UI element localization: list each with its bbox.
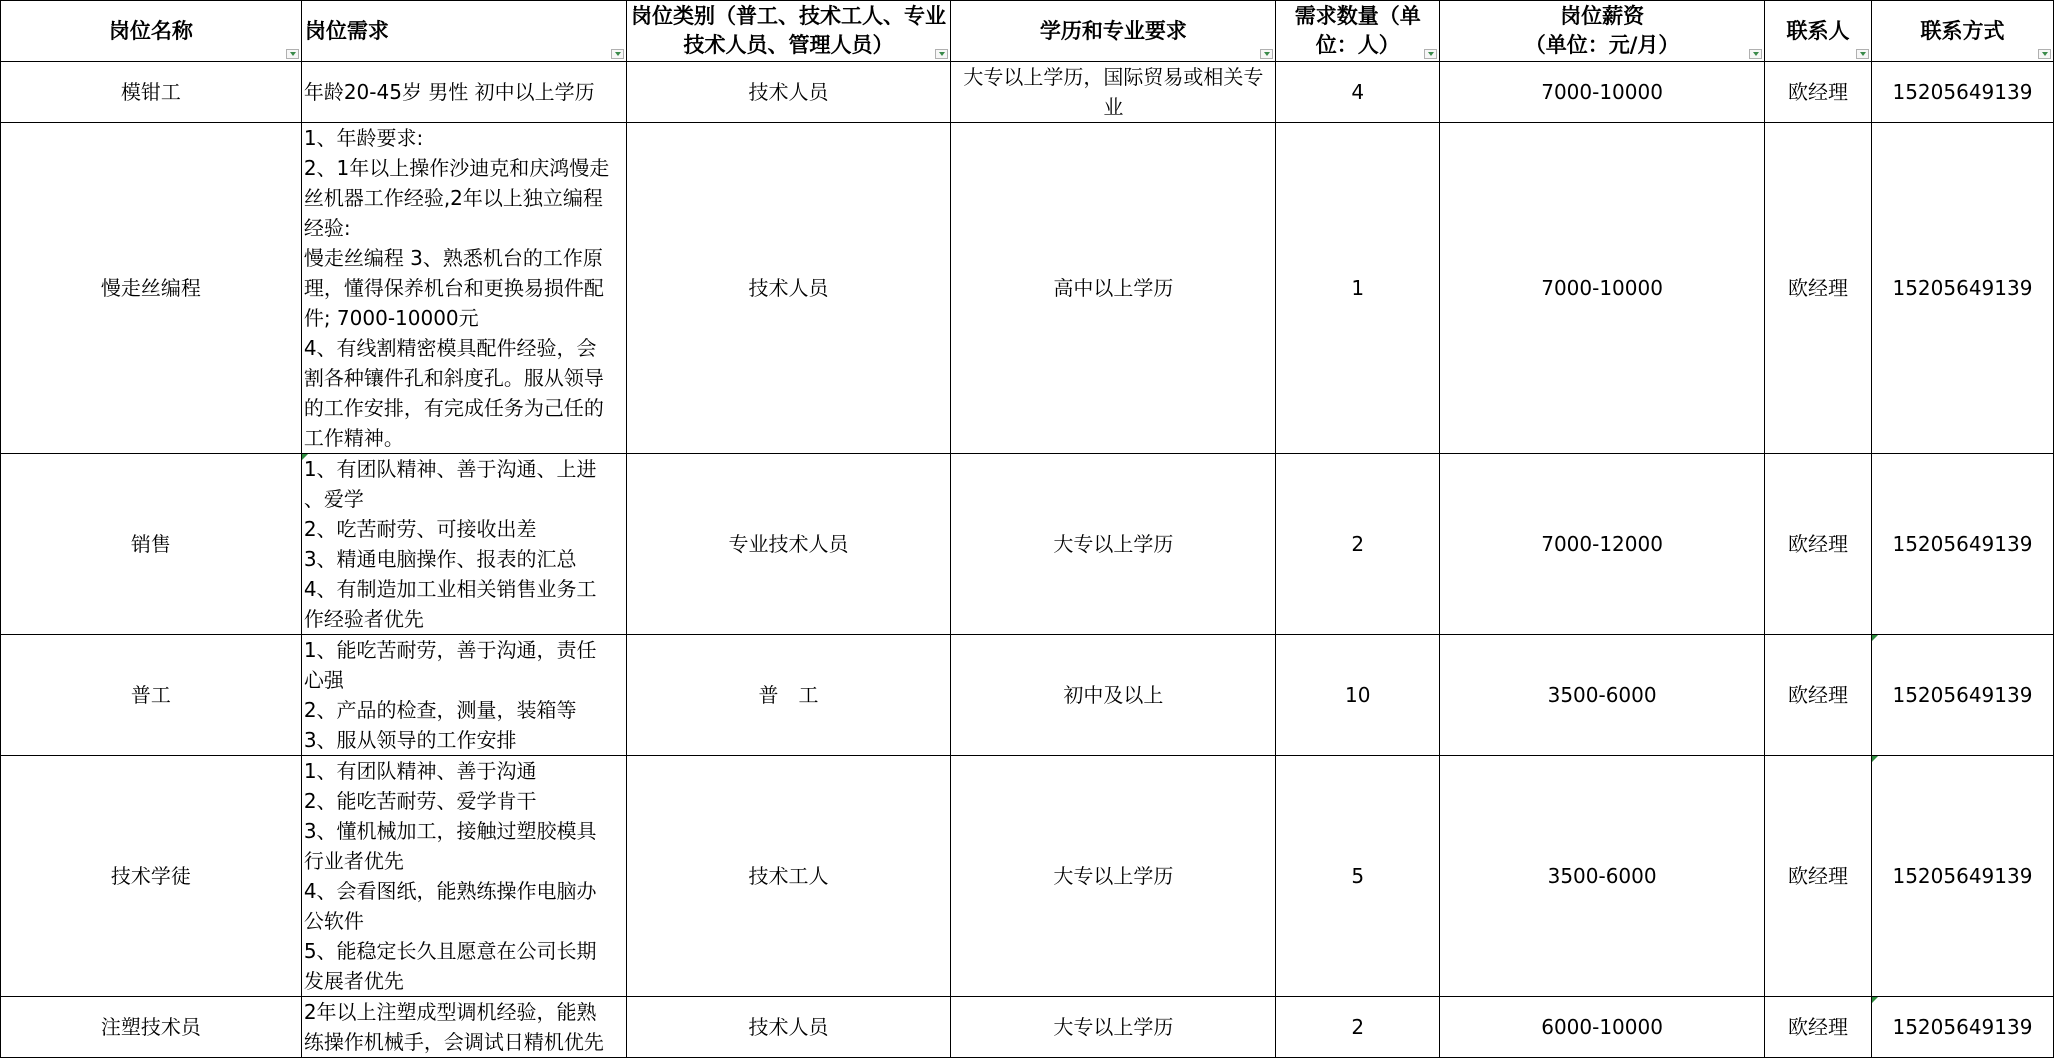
column-header-job-requirements[interactable] bbox=[301, 1, 626, 62]
cell-job-category[interactable] bbox=[626, 756, 951, 997]
cell-text-line: 高中以上学历 bbox=[1053, 276, 1174, 300]
cell-text-line: 学历和专业要求 bbox=[1039, 18, 1187, 43]
cell-contact-person[interactable] bbox=[1765, 62, 1872, 123]
cell-text-line: 2、能吃苦耐劳、爱学肯干 bbox=[303, 789, 537, 813]
cell-job-requirements[interactable] bbox=[301, 454, 626, 635]
table-row bbox=[1, 454, 2054, 635]
cell-value: 欧经理 bbox=[1787, 864, 1848, 888]
cell-value: 欧经理 bbox=[1787, 683, 1848, 707]
cell-text-line: 行业者优先 bbox=[303, 849, 404, 873]
cell-value: 7000-12000 bbox=[1541, 532, 1663, 556]
filter-dropdown-icon[interactable] bbox=[2038, 49, 2051, 59]
filter-dropdown-icon[interactable] bbox=[1749, 49, 1762, 59]
cell-salary[interactable] bbox=[1440, 454, 1765, 635]
cell-education[interactable] bbox=[951, 454, 1276, 635]
cell-value: 3500-6000 bbox=[1547, 864, 1657, 888]
cell-contact-person[interactable] bbox=[1765, 756, 1872, 997]
cell-value: 3500-6000 bbox=[1547, 683, 1657, 707]
cell-text-line: 件; 7000-10000元 bbox=[303, 306, 479, 330]
cell-text-line: 大专以上学历 bbox=[1053, 864, 1174, 888]
cell-salary[interactable] bbox=[1440, 123, 1765, 454]
cell-headcount[interactable] bbox=[1276, 635, 1440, 756]
cell-job-requirements[interactable] bbox=[301, 123, 626, 454]
cell-contact-phone[interactable] bbox=[1871, 62, 2053, 123]
cell-value: 注塑技术员 bbox=[100, 1015, 201, 1039]
table-row bbox=[1, 123, 2054, 454]
cell-text-line: 技术人员、管理人员） bbox=[683, 33, 894, 57]
cell-value: 慢走丝编程 bbox=[100, 276, 201, 300]
cell-text-line: 4、会看图纸，能熟练操作电脑办 bbox=[303, 879, 597, 903]
cell-text-line: （单位：元/月） bbox=[1524, 33, 1680, 57]
cell-text-line: 1、能吃苦耐劳，善于沟通，责任 bbox=[303, 638, 597, 662]
cell-text-line: 联系方式 bbox=[1920, 18, 2005, 43]
cell-headcount[interactable] bbox=[1276, 454, 1440, 635]
filter-dropdown-icon[interactable] bbox=[286, 49, 299, 59]
cell-text-line: 练操作机械手，会调试日精机优先 bbox=[303, 1030, 604, 1054]
cell-text-line: 2年以上注塑成型调机经验，能熟 bbox=[303, 1000, 597, 1024]
cell-value: 模钳工 bbox=[120, 80, 181, 104]
cell-marker-icon bbox=[1872, 635, 1878, 641]
cell-value: 15205649139 bbox=[1892, 532, 2033, 556]
column-header-salary[interactable] bbox=[1440, 1, 1765, 62]
cell-text-line: 岗位名称 bbox=[108, 18, 193, 43]
cell-text-line: 的工作安排，有完成任务为己任的 bbox=[303, 396, 604, 420]
cell-value: 15205649139 bbox=[1892, 1015, 2033, 1039]
table-row bbox=[1, 756, 2054, 997]
cell-contact-phone[interactable] bbox=[1871, 635, 2053, 756]
cell-job-requirements[interactable] bbox=[301, 997, 626, 1058]
cell-text-line: 岗位薪资 bbox=[1560, 4, 1645, 28]
cell-text-line: 丝机器工作经验,2年以上独立编程 bbox=[303, 186, 603, 210]
cell-value: 6000-10000 bbox=[1541, 1015, 1663, 1039]
cell-education[interactable] bbox=[951, 756, 1276, 997]
cell-value: 7000-10000 bbox=[1541, 276, 1663, 300]
cell-text-line: 1、年龄要求: bbox=[303, 126, 424, 150]
cell-headcount[interactable] bbox=[1276, 997, 1440, 1058]
cell-headcount[interactable] bbox=[1276, 123, 1440, 454]
cell-salary[interactable] bbox=[1440, 756, 1765, 997]
header-row bbox=[1, 1, 2054, 62]
cell-value: 15205649139 bbox=[1892, 276, 2033, 300]
cell-text-line: 2、产品的检查，测量，装箱等 bbox=[303, 698, 577, 722]
cell-text-line: 位：人） bbox=[1315, 33, 1400, 57]
cell-contact-person[interactable] bbox=[1765, 454, 1872, 635]
cell-job-requirements[interactable] bbox=[301, 62, 626, 123]
filter-dropdown-icon[interactable] bbox=[1260, 49, 1273, 59]
cell-text-line: 1、有团队精神、善于沟通、上进 bbox=[303, 457, 597, 481]
cell-value: 普工 bbox=[130, 683, 171, 707]
cell-job-requirements[interactable] bbox=[301, 635, 626, 756]
cell-text-line: 发展者优先 bbox=[303, 969, 404, 993]
filter-dropdown-icon[interactable] bbox=[1424, 49, 1437, 59]
cell-education[interactable] bbox=[951, 997, 1276, 1058]
filter-dropdown-icon[interactable] bbox=[611, 49, 624, 59]
cell-text-line: 3、懂机械加工，接触过塑胶模具 bbox=[303, 819, 597, 843]
cell-value: 欧经理 bbox=[1787, 80, 1848, 104]
cell-value: 4 bbox=[1351, 80, 1365, 104]
cell-value: 普 工 bbox=[758, 683, 819, 707]
cell-job-category[interactable] bbox=[626, 635, 951, 756]
cell-text-line: 大专以上学历，国际贸易或相关专 bbox=[963, 65, 1264, 89]
column-header-headcount[interactable] bbox=[1276, 1, 1440, 62]
cell-text-line: 1、有团队精神、善于沟通 bbox=[303, 759, 537, 783]
cell-text-line: 大专以上学历 bbox=[1053, 532, 1174, 556]
cell-text-line: 公软件 bbox=[303, 909, 364, 933]
column-header-job-category[interactable] bbox=[626, 1, 951, 62]
cell-text-line: 经验: bbox=[303, 216, 351, 240]
cell-contact-phone[interactable] bbox=[1871, 454, 2053, 635]
cell-job-category[interactable] bbox=[626, 997, 951, 1058]
cell-text-line: 4、有制造加工业相关销售业务工 bbox=[303, 577, 597, 601]
cell-education[interactable] bbox=[951, 123, 1276, 454]
cell-job-category[interactable] bbox=[626, 123, 951, 454]
cell-contact-phone[interactable] bbox=[1871, 997, 2053, 1058]
cell-job-title[interactable] bbox=[1, 997, 302, 1058]
cell-text-line: 3、精通电脑操作、报表的汇总 bbox=[303, 547, 577, 571]
cell-education[interactable] bbox=[951, 635, 1276, 756]
cell-text-line: 岗位类别（普工、技术工人、专业 bbox=[631, 4, 947, 28]
cell-value: 欧经理 bbox=[1787, 1015, 1848, 1039]
cell-text-line: 需求数量（单 bbox=[1294, 4, 1421, 28]
cell-job-title[interactable] bbox=[1, 756, 302, 997]
filter-dropdown-icon[interactable] bbox=[1856, 49, 1869, 59]
cell-text-line: 慢走丝编程 3、熟悉机台的工作原 bbox=[303, 246, 603, 270]
cell-text-line: 理，懂得保养机台和更换易损件配 bbox=[303, 276, 604, 300]
cell-value: 15205649139 bbox=[1892, 80, 2033, 104]
cell-marker-icon bbox=[1872, 756, 1878, 762]
cell-text-line: 4、有线割精密模具配件经验，会 bbox=[303, 336, 597, 360]
cell-headcount[interactable] bbox=[1276, 62, 1440, 123]
cell-salary[interactable] bbox=[1440, 997, 1765, 1058]
cell-job-title[interactable] bbox=[1, 62, 302, 123]
cell-text-line: 3、服从领导的工作安排 bbox=[303, 728, 517, 752]
cell-text-line: 岗位需求 bbox=[304, 18, 389, 43]
cell-value: 1 bbox=[1351, 276, 1365, 300]
table-row bbox=[1, 635, 2054, 756]
cell-text-line: 年龄20-45岁 男性 初中以上学历 bbox=[303, 80, 595, 104]
cell-value: 2 bbox=[1351, 1015, 1365, 1039]
cell-value: 5 bbox=[1351, 864, 1365, 888]
cell-text-line: 工作精神。 bbox=[303, 426, 404, 450]
cell-contact-person[interactable] bbox=[1765, 997, 1872, 1058]
cell-salary[interactable] bbox=[1440, 62, 1765, 123]
cell-job-category[interactable] bbox=[626, 454, 951, 635]
cell-job-title[interactable] bbox=[1, 454, 302, 635]
cell-value: 15205649139 bbox=[1892, 864, 2033, 888]
cell-text-line: 作经验者优先 bbox=[303, 607, 424, 631]
cell-value: 技术学徒 bbox=[110, 864, 191, 888]
cell-value: 技术工人 bbox=[748, 864, 829, 888]
cell-value: 技术人员 bbox=[748, 276, 829, 300]
cell-text-line: 、爱学 bbox=[303, 487, 364, 511]
cell-job-requirements[interactable] bbox=[301, 756, 626, 997]
column-header-contact-phone[interactable] bbox=[1871, 1, 2053, 62]
cell-marker-icon bbox=[302, 454, 308, 460]
column-header-contact-person[interactable] bbox=[1765, 1, 1872, 62]
cell-job-title[interactable] bbox=[1, 123, 302, 454]
table-row bbox=[1, 62, 2054, 123]
filter-dropdown-icon[interactable] bbox=[935, 49, 948, 59]
cell-value: 7000-10000 bbox=[1541, 80, 1663, 104]
cell-education[interactable] bbox=[951, 62, 1276, 123]
cell-job-category[interactable] bbox=[626, 62, 951, 123]
cell-text-line: 割各种镶件孔和斜度孔。服从领导 bbox=[303, 366, 604, 390]
cell-salary[interactable] bbox=[1440, 635, 1765, 756]
column-header-education[interactable] bbox=[951, 1, 1276, 62]
column-header-job-title[interactable] bbox=[1, 1, 302, 62]
table-row bbox=[1, 997, 2054, 1058]
cell-value: 销售 bbox=[130, 532, 171, 556]
cell-value: 技术人员 bbox=[748, 80, 829, 104]
cell-contact-person[interactable] bbox=[1765, 635, 1872, 756]
cell-text-line: 心强 bbox=[303, 668, 344, 692]
cell-text-line: 2、1年以上操作沙迪克和庆鸿慢走 bbox=[303, 156, 610, 180]
cell-value: 10 bbox=[1345, 683, 1371, 707]
cell-contact-phone[interactable] bbox=[1871, 123, 2053, 454]
cell-text-line: 2、吃苦耐劳、可接收出差 bbox=[303, 517, 537, 541]
cell-value: 欧经理 bbox=[1787, 276, 1848, 300]
cell-value: 2 bbox=[1351, 532, 1365, 556]
cell-contact-phone[interactable] bbox=[1871, 756, 2053, 997]
cell-contact-person[interactable] bbox=[1765, 123, 1872, 454]
cell-text-line: 大专以上学历 bbox=[1053, 1015, 1174, 1039]
cell-value: 技术人员 bbox=[748, 1015, 829, 1039]
cell-text-line: 联系人 bbox=[1786, 18, 1850, 43]
cell-job-title[interactable] bbox=[1, 635, 302, 756]
cell-text-line: 初中及以上 bbox=[1063, 683, 1164, 707]
cell-headcount[interactable] bbox=[1276, 756, 1440, 997]
cell-marker-icon bbox=[1872, 997, 1878, 1003]
cell-value: 欧经理 bbox=[1787, 532, 1848, 556]
cell-value: 专业技术人员 bbox=[728, 532, 849, 556]
cell-value: 15205649139 bbox=[1892, 683, 2033, 707]
cell-text-line: 5、能稳定长久且愿意在公司长期 bbox=[303, 939, 597, 963]
cell-text-line: 业 bbox=[1103, 95, 1124, 119]
